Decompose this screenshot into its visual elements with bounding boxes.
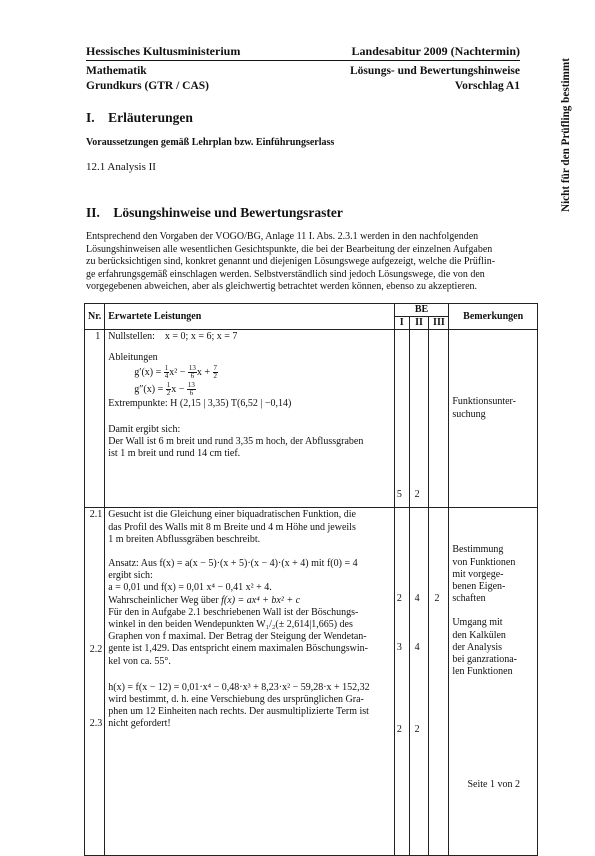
result-line-2: ist 1 m breit und rund 14 cm tief. — [108, 448, 241, 460]
be-iii-cell: 2 — [429, 508, 449, 856]
text-line: h(x) = f(x − 12) = 0,01·x⁴ − 0,48·x³ + 8,23·x² − 59,28·x + 152,32 — [108, 681, 370, 693]
col-leistungen: Erwartete Leistungen — [105, 304, 395, 330]
text-line: das Profil des Walls mit 8 m Breite und 4 m Höhe und jeweils — [108, 521, 356, 533]
text-line: Gesucht ist die Gleichung einer biquadratischen Funktion, die — [108, 509, 356, 521]
remark-cell: Bestimmung von Funktionen mit vorgege- benen Eigen- schaften Umgang mit den Kalkülen der Analysis bei ganzrationa- len Funktionen — [449, 508, 538, 856]
text-line: nicht gefordert! — [108, 718, 171, 730]
task-solution — [105, 330, 395, 508]
text-line: kel von ca. 55°. — [108, 655, 171, 667]
text-line: Graphen von f maximal. Der Betrag der Steigung der Wendetan- — [108, 631, 367, 643]
text-line: a = 0,01 und f(x) = 0,01 x⁴ − 0,41 x² + 4. — [108, 582, 272, 594]
intro-line: vorgegebenen abweichen, aber als gleichwertig betrachtet werden können, ebenso zu akzeptieren. — [86, 281, 478, 293]
damit-label: Damit ergibt sich: — [108, 424, 181, 436]
result-line-1: Der Wall ist 6 m breit und rund 3,35 m hoch, der Abflussgraben — [108, 436, 364, 448]
header-course: Grundkurs (GTR / CAS) — [86, 80, 210, 92]
col-be-iii: III — [429, 317, 449, 330]
nullstellen-label: Nullstellen: — [108, 331, 155, 343]
table-row-1 — [85, 330, 538, 508]
be-i-cell: 2 3 2 — [394, 508, 409, 856]
be-iii-cell — [429, 330, 449, 508]
be-ii-cell: 2 — [409, 330, 429, 508]
nullstellen-value: x = 0; x = 6; x = 7 — [164, 331, 238, 343]
intro-line: Lösungshinweisen alle wesentlichen Gesichtspunkte, die bei der Bearbeitung der einzelnen Aufgaben — [86, 243, 493, 255]
section-2-title: II. Lösungshinweise und Bewertungsraster — [86, 205, 343, 220]
col-be-ii: II — [409, 317, 429, 330]
extrempunkte: Extrempunkte: H (2,15 | 3,35) T(6,52 | −0,14) — [108, 397, 292, 409]
header-proposal: Vorschlag A1 — [454, 80, 520, 92]
section-1-subheading: Voraussetzungen gemäß Lehrplan bzw. Einführungserlass — [86, 137, 335, 148]
col-nr: Nr. — [85, 304, 105, 330]
task-number: 1 — [85, 330, 105, 508]
text-line: Wahrscheinlicher Weg über f(x) = ax⁴ + bx² + c — [108, 594, 301, 606]
section-1-title: I. Erläuterungen — [86, 110, 193, 125]
ableitungen-label: Ableitungen — [108, 351, 158, 363]
second-derivative: g″(x) = $\frac{1}{2}$ x − $\frac{13}{6}$ — [134, 381, 195, 398]
remark-cell: Funktionsunter- suchung — [449, 330, 538, 508]
header-rule — [86, 60, 520, 61]
header-exam-title: Landesabitur 2009 (Nachtermin) — [351, 44, 520, 58]
text-line: ergibt sich: — [108, 570, 153, 582]
text-line: winkel in den beiden Wendepunkten W₁/₂(± 2,614|1,665) des — [108, 619, 353, 631]
task-numbers: 2.1 2.2 2.3 — [85, 508, 105, 856]
header-doc-type: Lösungs- und Bewertungshinweise — [350, 65, 520, 77]
be-i-cell: 5 — [394, 330, 409, 508]
task-solution — [105, 508, 395, 856]
text-line: 1 m breiten Abflussgräben beschreibt. — [108, 533, 261, 545]
be-ii-cell: 4 4 2 — [409, 508, 429, 856]
col-bemerkungen: Bemerkungen — [449, 304, 538, 330]
table-header-row — [85, 304, 538, 317]
table-row-2 — [85, 508, 538, 856]
intro-line: ge erfahrungsgemäß einschlagen werden. Selbstverständlich sind jedoch Lösungswege, die von den — [86, 268, 485, 280]
section-2-intro — [86, 231, 538, 294]
text-line: Ansatz: Aus f(x) = a(x − 5)·(x + 5)·(x − 4)·(x + 4) mit f(0) = 4 — [108, 558, 358, 570]
text-line: Für den in Aufgabe 2.1 beschriebenen Wall ist der Böschungs- — [108, 606, 359, 618]
page-number: Seite 1 von 2 — [467, 779, 520, 790]
text-line: gente ist 1,429. Das entspricht einem maximalen Böschungswin- — [108, 643, 368, 655]
intro-line: Entsprechend den Vorgaben der VOGO/BG, Anlage 11 I. Abs. 2.3.1 werden in den nachfolgenden — [86, 231, 479, 242]
header-ministry: Hessisches Kultusministerium — [86, 44, 241, 58]
col-be: BE — [394, 304, 449, 317]
section-1-topic: 12.1 Analysis II — [86, 161, 156, 173]
text-line: phen um 12 Einheiten nach rechts. Der ausmultiplizierte Term ist — [108, 706, 369, 718]
header-subject: Mathematik — [86, 65, 147, 77]
text-line: wird bestimmt, d. h. eine Verschiebung des ursprünglichen Gra- — [108, 694, 364, 706]
first-derivative: g′(x) = $\frac{1}{4}$ x² − $\frac{13}{6}$ x + $\frac{7}{2}$ — [134, 364, 218, 381]
evaluation-table — [84, 303, 538, 856]
col-be-i: I — [394, 317, 409, 330]
intro-line: zu berücksichtigen sind, konkret genannt und diejenigen Lösungswege aufgezeigt, welche die Prüflin- — [86, 256, 496, 268]
